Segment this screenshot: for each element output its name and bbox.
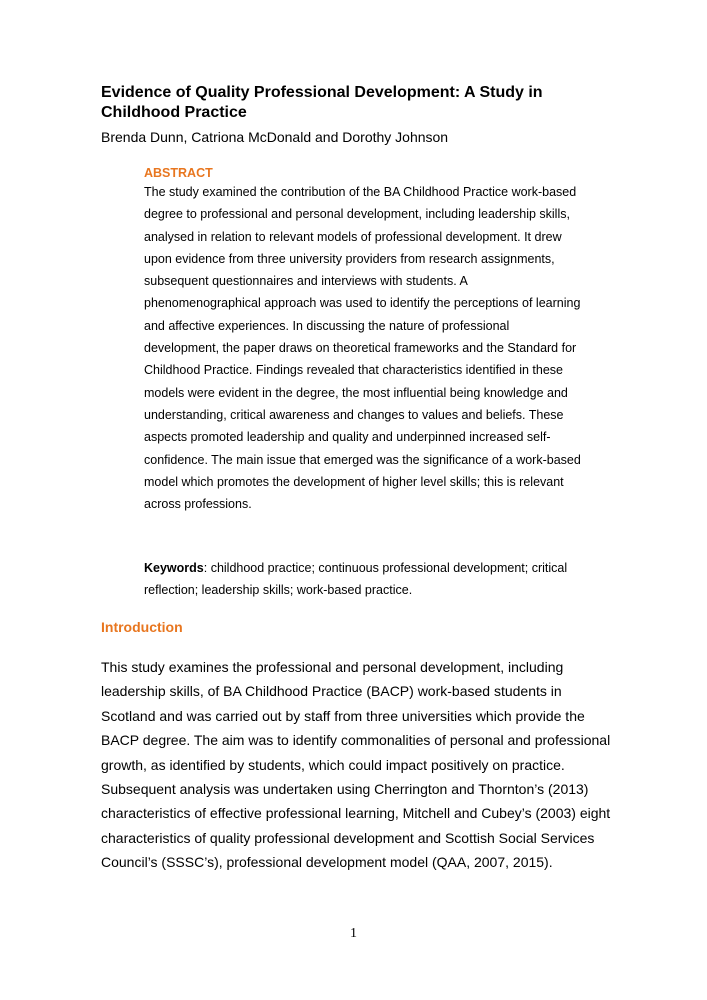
- abstract-heading: ABSTRACT: [144, 166, 213, 180]
- introduction-heading: Introduction: [101, 619, 183, 635]
- introduction-body: This study examines the professional and personal development, including leadership skills, of BA Childhood Practice (BACP) work-based students in Scotland and was carried out by staff from three universities which provide the BACP degree. The aim was to identify commonalities of personal and professional growth, as identified by students, which could impact positively on practice. Subsequent analysis was undertaken using Cherrington and Thornton’s (2013) characteristics of effective professional learning, Mitchell and Cubey’s (2003) eight characteristics of quality professional development and Scottish Social Services Council’s (SSSC’s), professional development model (QAA, 2007, 2015).: [101, 659, 611, 871]
- page-number: 1: [350, 926, 357, 941]
- keywords-paragraph: [144, 557, 584, 602]
- author-list: Brenda Dunn, Catriona McDonald and Dorothy Johnson: [101, 129, 449, 145]
- paper-title: Evidence of Quality Professional Development: A Study in Childhood Practice: [101, 84, 543, 121]
- abstract-body: The study examined the contribution of the BA Childhood Practice work-based degree to professional and personal development, including leadership skills, analysed in relation to relevant models of professional development. It drew upon evidence from three university providers from research assignments, subsequent questionnaires and interviews with students. A phenomenographical approach was used to identify the perceptions of learning and affective experiences. In discussing the nature of professional development, the paper draws on theoretical frameworks and the Standard for Childhood Practice. Findings revealed that characteristics identified in these models were evident in the degree, the most influential being knowledge and understanding, critical awareness and changes to values and beliefs. These aspects promoted leadership and quality and underpinned increased self-confidence. The main issue that emerged was the significance of a work-based model which promotes the development of higher level skills; this is relevant across professions.: [144, 185, 581, 512]
- keywords-label: Keywords: [144, 561, 204, 575]
- keywords-list: : childhood practice; continuous professional development; critical reflection; leadership skills; work-based practice.: [144, 561, 568, 598]
